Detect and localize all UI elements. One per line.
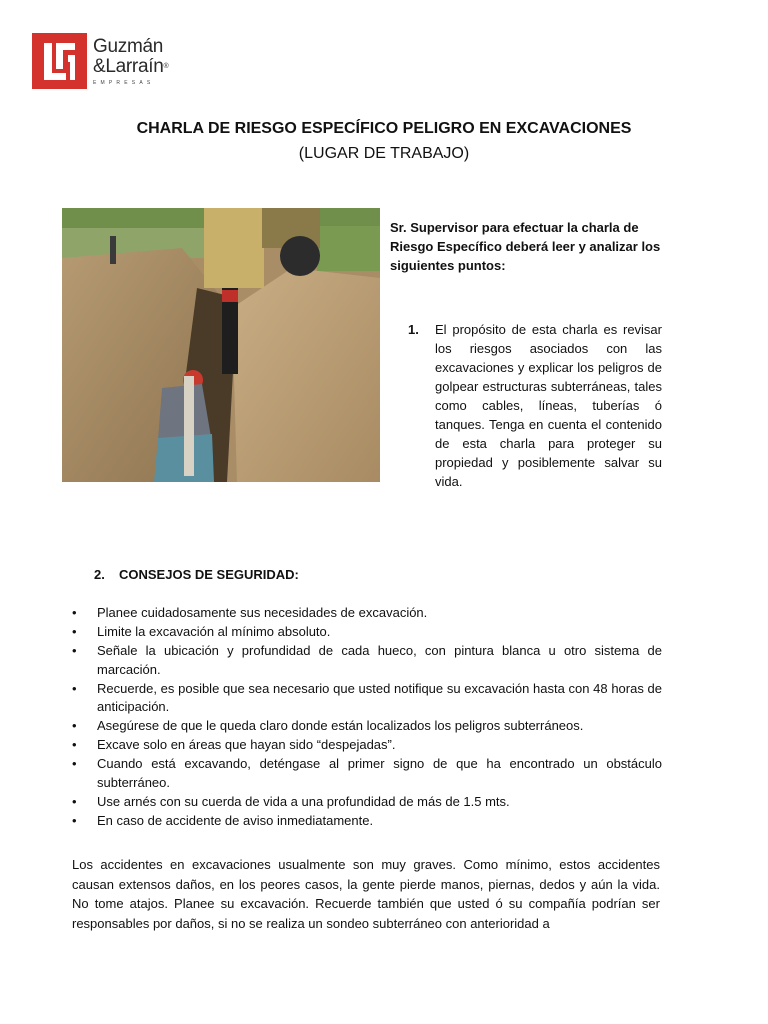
list-item <box>72 604 662 623</box>
bullet-icon: • <box>72 605 77 620</box>
list-item <box>72 680 662 717</box>
section-2-number: 2. <box>94 567 105 582</box>
section-2-heading <box>94 567 299 582</box>
excavation-photo <box>62 208 380 482</box>
list-item <box>72 642 662 679</box>
bullet-icon: • <box>72 718 77 733</box>
safety-tips-list <box>72 604 662 831</box>
section-2-title: CONSEJOS DE SEGURIDAD: <box>119 567 299 582</box>
point-1-text: El propósito de esta charla es revisar los riesgos asociados con las excavaciones y explicar los peligros de golpear estructuras subterráneas, tales como cables, líneas, tuberías ó tanques. Tenga en cuenta el contenido de esta charla para proteger su propiedad y posiblemente salvar su vida. <box>435 322 662 489</box>
list-item-text: Planee cuidadosamente sus necesidades de excavación. <box>97 605 428 620</box>
logo-text <box>93 37 168 86</box>
list-item <box>72 736 662 755</box>
logo-line-2-text: &Larraín <box>93 56 164 77</box>
registered-mark: ® <box>163 63 169 70</box>
bullet-icon: • <box>72 756 77 771</box>
bullet-icon: • <box>72 624 77 639</box>
list-item <box>72 755 662 792</box>
company-logo <box>32 33 180 91</box>
list-item-text: Use arnés con su cuerda de vida a una profundidad de más de 1.5 mts. <box>97 793 510 809</box>
logo-subtext: EMPRESAS <box>93 80 155 86</box>
bullet-icon: • <box>72 812 77 828</box>
intro-text: Sr. Supervisor para efectuar la charla de Riesgo Específico deberá leer y analizar los siguientes puntos: <box>390 220 661 273</box>
list-item-text: En caso de accidente de aviso inmediatamente. <box>97 812 374 828</box>
list-item <box>72 812 662 831</box>
list-item-text: Cuando está excavando, deténgase al primer signo de que ha encontrado un obstáculo subterráneo. <box>97 756 662 790</box>
list-item <box>72 717 662 736</box>
list-item-text: Excave solo en áreas que hayan sido “despejadas”. <box>97 737 396 752</box>
document-subtitle: (LUGAR DE TRABAJO) <box>298 145 470 162</box>
point-1-number: 1. <box>408 322 419 337</box>
list-item-text: Recuerde, es posible que sea necesario que usted notifique su excavación hasta con 48 horas de anticipación. <box>97 680 662 714</box>
bullet-icon: • <box>72 737 77 752</box>
logo-line-1: Guzmán <box>93 36 164 57</box>
list-item-text: Señale la ubicación y profundidad de cada hueco, con pintura blanca u otro sistema de marcación. <box>97 643 662 677</box>
logo-line-2 <box>93 57 168 77</box>
list-item-text: Asegúrese de que le queda claro donde están localizados los peligros subterráneos. <box>97 718 584 733</box>
bullet-icon: • <box>72 643 77 658</box>
list-item <box>72 623 662 642</box>
bullet-icon: • <box>72 793 77 809</box>
list-item-text: Limite la excavación al mínimo absoluto. <box>97 624 331 639</box>
bullet-icon: • <box>72 680 77 696</box>
document-title: CHARLA DE RIESGO ESPECÍFICO PELIGRO EN EXCAVACIONES <box>136 120 632 137</box>
logo-mark-icon <box>32 33 87 89</box>
closing-paragraph: Los accidentes en excavaciones usualmente son muy graves. Como mínimo, estos accidentes causan extensos daños, en los peores casos, la gente pierde manos, piernas, dedos y aún la vida. No tome atajos. Planee su excavación. Recuerde también que usted ó su compañía podrían ser responsables por daños, si no se realiza un sondeo subterráneo con anterioridad a <box>72 857 660 931</box>
list-item <box>72 793 662 812</box>
